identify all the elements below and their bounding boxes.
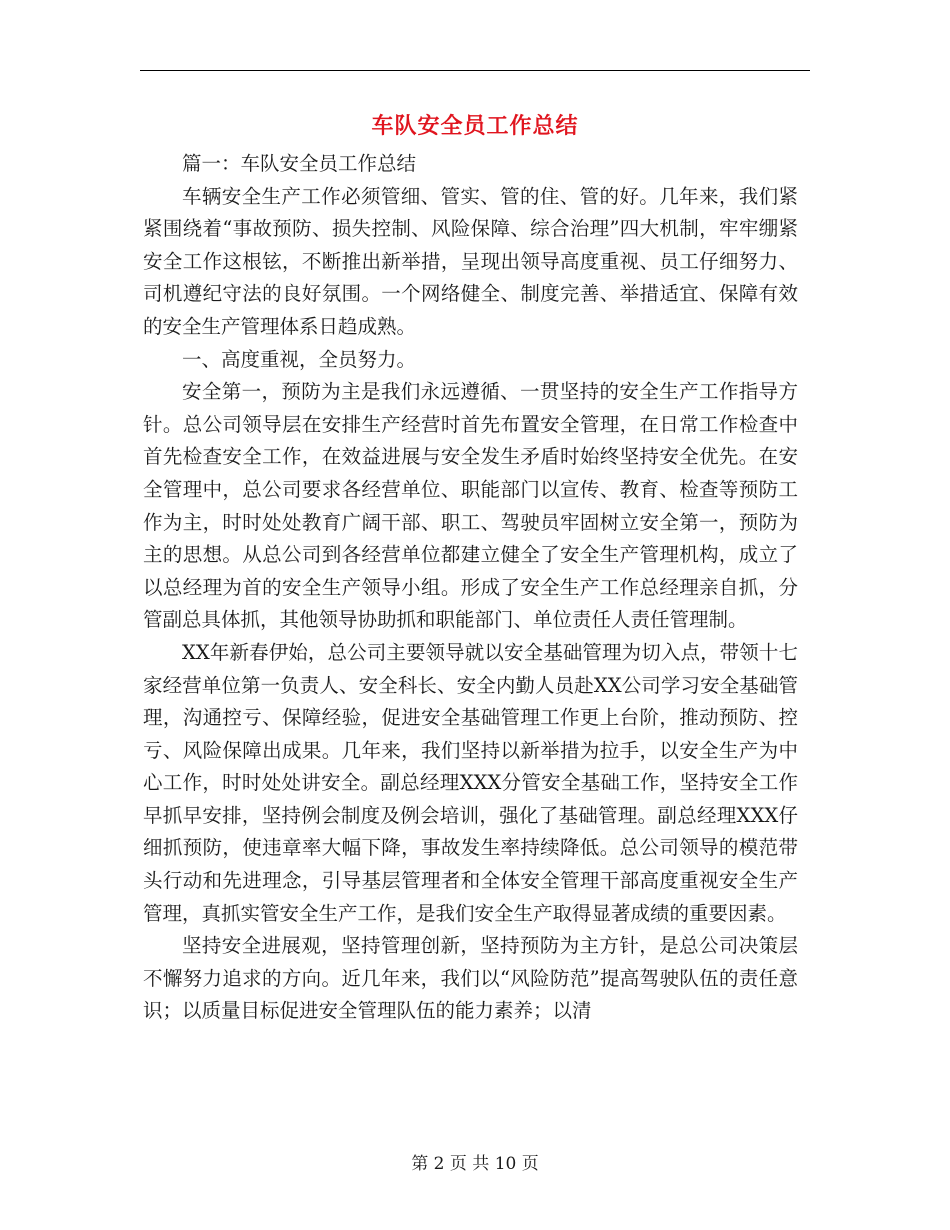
document-title: 车队安全员工作总结 <box>371 113 579 139</box>
subsection-heading: 一、高度重视，全员努力。 <box>182 347 417 371</box>
header-rule <box>140 70 810 71</box>
section-heading: 篇一：车队安全员工作总结 <box>182 152 417 175</box>
body-paragraph: 车辆安全生产工作必须管细、管实、管的住、管的好。几年来，我们紧紧围绕着“事故预防、损失控制、风险保障、综合治理”四大机制，牢牢绷紧安全工作这根铉，不断推出新举措，呈现出领导高度重视、员工仔细努力、司机遵纪守法的良好氛围。一个网络健全、制度完善、举措适宜、保障有效的安全生产管理体系日趋成熟。 <box>143 184 798 338</box>
body-paragraph: 坚持安全进展观，坚持管理创新，坚持预防为主方针，是总公司决策层不懈努力追求的方向。近几年来，我们以“风险防范”提高驾驶队伍的责任意识；以质量目标促进安全管理队伍的能力素养；以清 <box>143 934 798 1023</box>
document-body <box>143 148 798 1028</box>
body-paragraph: XX年新春伊始，总公司主要领导就以安全基础管理为切入点，带领十七家经营单位第一负责人、安全科长、安全内勤人员赴XX公司学习安全基础管理，沟通控亏、保障经验，促进安全基础管理工作更上台阶，推动预防、控亏、风险保障出成果。几年来，我们坚持以新举措为拉手，以安全生产为中心工作，时时处处讲安全。副总经理XXX分管安全基础工作，坚持安全工作早抓早安排，坚持例会制度及例会培训，强化了基础管理。副总经理XXX仔细抓预防，使违章率大幅下降，事故发生率持续降低。总公司领导的模范带头行动和先进理念，引导基层管理者和全体安全管理干部高度重视安全生产管理，真抓实管安全生产工作，是我们安全生产取得显著成绩的重要因素。 <box>143 640 798 925</box>
page-number-footer: 第 2 页 共 10 页 <box>411 1154 539 1174</box>
body-paragraph: 安全第一，预防为主是我们永远遵循、一贯坚持的安全生产工作指导方针。总公司领导层在安排生产经营时首先布置安全管理，在日常工作检查中首先检查安全工作，在效益进展与安全发生矛盾时始终坚持安全优先。在安全管理中，总公司要求各经营单位、职能部门以宣传、教育、检查等预防工作为主，时时处处教育广阔干部、职工、驾驶员牢固树立安全第一，预防为主的思想。从总公司到各经营单位都建立健全了安全生产管理机构，成立了以总经理为首的安全生产领导小组。形成了安全生产工作总经理亲自抓，分管副总具体抓，其他领导协助抓和职能部门、单位责任人责任管理制。 <box>143 380 798 632</box>
